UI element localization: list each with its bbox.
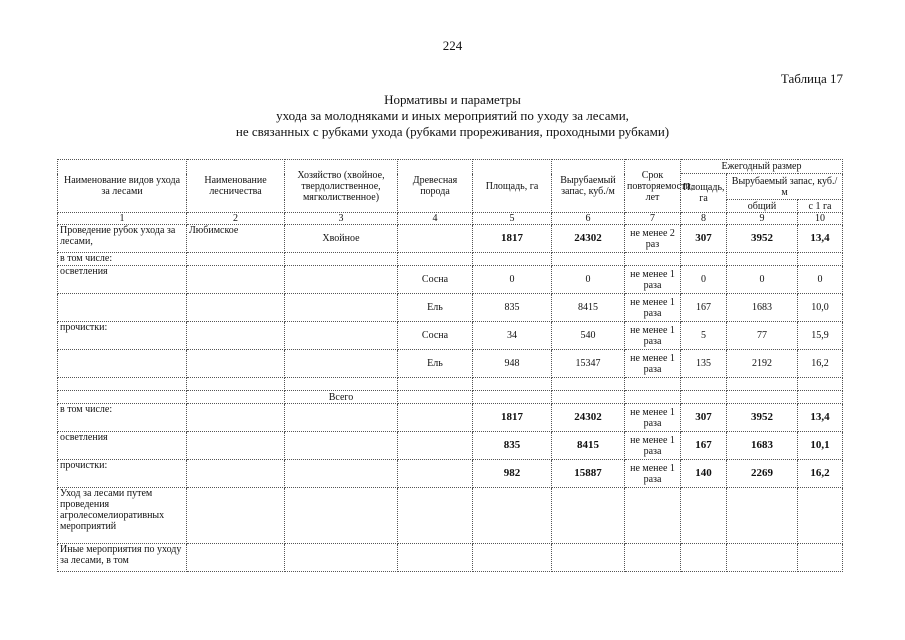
header-annual-area: Площадь, га bbox=[681, 174, 727, 213]
table-cell: не менее 1 раза bbox=[625, 432, 681, 460]
table-cell bbox=[187, 322, 285, 350]
table-cell bbox=[187, 294, 285, 322]
table-cell: 2269 bbox=[727, 460, 798, 488]
table-cell bbox=[798, 391, 843, 404]
table-cell: Ель bbox=[398, 294, 473, 322]
table-cell bbox=[727, 378, 798, 391]
table-cell bbox=[187, 350, 285, 378]
table-row bbox=[58, 294, 843, 322]
table-cell bbox=[625, 544, 681, 572]
title-line: Нормативы и параметры bbox=[384, 92, 521, 107]
table-cell: осветления bbox=[58, 432, 187, 460]
table-cell bbox=[58, 294, 187, 322]
table-cell bbox=[398, 404, 473, 432]
table-cell: 167 bbox=[681, 294, 727, 322]
table-cell: 0 bbox=[473, 266, 552, 294]
table-cell: не менее 1 раза bbox=[625, 460, 681, 488]
table-cell bbox=[473, 544, 552, 572]
table-cell bbox=[473, 488, 552, 544]
table-cell: 34 bbox=[473, 322, 552, 350]
column-number: 4 bbox=[398, 213, 473, 225]
table-cell bbox=[58, 378, 187, 391]
table-cell bbox=[285, 350, 398, 378]
table-cell bbox=[398, 432, 473, 460]
table-cell: 15887 bbox=[552, 460, 625, 488]
table-cell: 167 bbox=[681, 432, 727, 460]
table-cell: 835 bbox=[473, 294, 552, 322]
table-cell bbox=[625, 253, 681, 266]
table-cell: 140 bbox=[681, 460, 727, 488]
table-cell: Хвойное bbox=[285, 225, 398, 253]
column-number: 8 bbox=[681, 213, 727, 225]
header-forestry: Наименование лесничества bbox=[187, 160, 285, 213]
table-cell bbox=[187, 391, 285, 404]
column-number: 3 bbox=[285, 213, 398, 225]
table-cell bbox=[285, 488, 398, 544]
table-cell: не менее 2 раз bbox=[625, 225, 681, 253]
header-area: Площадь, га bbox=[473, 160, 552, 213]
table-cell bbox=[285, 460, 398, 488]
table-cell: 77 bbox=[727, 322, 798, 350]
table-cell: 5 bbox=[681, 322, 727, 350]
table-cell bbox=[285, 322, 398, 350]
table-cell: 16,2 bbox=[798, 350, 843, 378]
table-cell: Иные мероприятия по уходу за лесами, в том bbox=[58, 544, 187, 572]
table-cell: 135 bbox=[681, 350, 727, 378]
table-cell: 0 bbox=[727, 266, 798, 294]
table-cell: не менее 1 раза bbox=[625, 350, 681, 378]
page-number: 224 bbox=[442, 38, 463, 53]
column-number: 7 bbox=[625, 213, 681, 225]
table-cell bbox=[187, 432, 285, 460]
table-cell bbox=[552, 544, 625, 572]
table-row bbox=[58, 253, 843, 266]
table-cell bbox=[473, 253, 552, 266]
header-economy: Хозяйство (хвойное, твердолиственное, мягколиственное) bbox=[285, 160, 398, 213]
table-cell bbox=[398, 253, 473, 266]
table-cell: 3952 bbox=[727, 404, 798, 432]
table-cell: 13,4 bbox=[798, 404, 843, 432]
table-cell: прочистки: bbox=[58, 460, 187, 488]
table-cell bbox=[285, 544, 398, 572]
table-cell: Уход за лесами путем проведения агролесомелиоративных мероприятий bbox=[58, 488, 187, 544]
table-cell bbox=[625, 378, 681, 391]
header-volume: Вырубаемый запас, куб./м bbox=[552, 160, 625, 213]
table-row bbox=[58, 391, 843, 404]
table-cell bbox=[58, 391, 187, 404]
table-cell bbox=[398, 225, 473, 253]
table-cell: 2192 bbox=[727, 350, 798, 378]
table-cell: 16,2 bbox=[798, 460, 843, 488]
table-row bbox=[58, 266, 843, 294]
table-cell bbox=[285, 432, 398, 460]
table-cell: 1817 bbox=[473, 404, 552, 432]
table-cell: 24302 bbox=[552, 225, 625, 253]
table-cell: 1817 bbox=[473, 225, 552, 253]
table-cell bbox=[681, 488, 727, 544]
table-cell bbox=[473, 378, 552, 391]
column-number: 2 bbox=[187, 213, 285, 225]
table-cell: 13,4 bbox=[798, 225, 843, 253]
table-cell bbox=[798, 253, 843, 266]
table-cell bbox=[58, 350, 187, 378]
table-cell: в том числе: bbox=[58, 253, 187, 266]
table-cell bbox=[187, 460, 285, 488]
table-cell bbox=[398, 544, 473, 572]
table-cell: Ель bbox=[398, 350, 473, 378]
title-line: не связанных с рубками ухода (рубками прореживания, проходными рубками) bbox=[235, 124, 670, 139]
table-row bbox=[58, 544, 843, 572]
column-number: 9 bbox=[727, 213, 798, 225]
table-cell bbox=[727, 544, 798, 572]
table-cell bbox=[285, 404, 398, 432]
table-cell: 307 bbox=[681, 225, 727, 253]
table-cell bbox=[473, 391, 552, 404]
table-cell bbox=[398, 391, 473, 404]
table-cell bbox=[625, 488, 681, 544]
table-cell: Проведение рубок ухода за лесами, bbox=[58, 225, 187, 253]
table-cell: в том числе: bbox=[58, 404, 187, 432]
table-cell: 0 bbox=[681, 266, 727, 294]
table-cell bbox=[398, 488, 473, 544]
table-cell: Сосна bbox=[398, 266, 473, 294]
header-volume-total: общий bbox=[727, 200, 798, 213]
table-cell: осветления bbox=[58, 266, 187, 294]
table-cell: 10,1 bbox=[798, 432, 843, 460]
table-cell bbox=[285, 253, 398, 266]
table-cell bbox=[285, 294, 398, 322]
table-cell bbox=[187, 378, 285, 391]
table-cell bbox=[187, 544, 285, 572]
table-label: Таблица 17 bbox=[780, 71, 843, 86]
table-cell: 8415 bbox=[552, 432, 625, 460]
table-cell: 0 bbox=[798, 266, 843, 294]
table-cell: 1683 bbox=[727, 294, 798, 322]
table-cell: 0 bbox=[552, 266, 625, 294]
table-cell: не менее 1 раза bbox=[625, 404, 681, 432]
table-cell bbox=[187, 488, 285, 544]
table-cell: не менее 1 раза bbox=[625, 294, 681, 322]
header-volume-per-ha: с 1 га bbox=[798, 200, 843, 213]
table-cell bbox=[727, 391, 798, 404]
table-cell bbox=[727, 253, 798, 266]
column-number: 6 bbox=[552, 213, 625, 225]
table-row bbox=[58, 404, 843, 432]
table-cell: прочистки: bbox=[58, 322, 187, 350]
table-cell: 982 bbox=[473, 460, 552, 488]
header-frequency: Срок повторяемости, лет bbox=[625, 160, 681, 213]
table-cell bbox=[552, 488, 625, 544]
column-number: 10 bbox=[798, 213, 843, 225]
table-cell bbox=[552, 391, 625, 404]
table-cell: 948 bbox=[473, 350, 552, 378]
table-cell: 3952 bbox=[727, 225, 798, 253]
table-cell: 10,0 bbox=[798, 294, 843, 322]
table-row bbox=[58, 225, 843, 253]
table-row bbox=[58, 432, 843, 460]
table-cell bbox=[187, 404, 285, 432]
table-row bbox=[58, 322, 843, 350]
title-line: ухода за молодняками и иных мероприятий по уходу за лесами, bbox=[276, 108, 629, 123]
table-cell bbox=[552, 253, 625, 266]
table-cell bbox=[187, 253, 285, 266]
column-number: 5 bbox=[473, 213, 552, 225]
table-cell: 835 bbox=[473, 432, 552, 460]
table-row bbox=[58, 488, 843, 544]
table-cell: 24302 bbox=[552, 404, 625, 432]
table-cell bbox=[727, 488, 798, 544]
table-cell: Сосна bbox=[398, 322, 473, 350]
norms-table bbox=[57, 159, 843, 572]
table-cell: не менее 1 раза bbox=[625, 322, 681, 350]
header-work-type: Наименование видов ухода за лесами bbox=[58, 160, 187, 213]
table-cell: 540 bbox=[552, 322, 625, 350]
table-cell bbox=[552, 378, 625, 391]
table-cell: 307 bbox=[681, 404, 727, 432]
header-annual-size: Ежегодный размер bbox=[681, 160, 843, 174]
table-title bbox=[0, 92, 905, 140]
header-annual-volume: Вырубаемый запас, куб./м bbox=[727, 174, 843, 200]
table-row bbox=[58, 378, 843, 391]
table-cell bbox=[798, 544, 843, 572]
table-cell: 15,9 bbox=[798, 322, 843, 350]
table-row bbox=[58, 460, 843, 488]
table-cell bbox=[187, 266, 285, 294]
header-species: Древесная порода bbox=[398, 160, 473, 213]
table-cell bbox=[285, 266, 398, 294]
table-cell: не менее 1 раза bbox=[625, 266, 681, 294]
table-cell bbox=[681, 391, 727, 404]
table-cell bbox=[681, 253, 727, 266]
table-cell bbox=[398, 378, 473, 391]
table-cell: Любимское bbox=[187, 225, 285, 253]
column-number: 1 bbox=[58, 213, 187, 225]
table-cell bbox=[681, 378, 727, 391]
table-cell bbox=[625, 391, 681, 404]
table-cell: Всего bbox=[285, 391, 398, 404]
table-cell bbox=[798, 378, 843, 391]
table-row bbox=[58, 350, 843, 378]
table-cell bbox=[398, 460, 473, 488]
table-cell bbox=[285, 378, 398, 391]
table-cell: 1683 bbox=[727, 432, 798, 460]
table-cell: 15347 bbox=[552, 350, 625, 378]
table-cell bbox=[798, 488, 843, 544]
table-cell bbox=[681, 544, 727, 572]
table-cell: 8415 bbox=[552, 294, 625, 322]
